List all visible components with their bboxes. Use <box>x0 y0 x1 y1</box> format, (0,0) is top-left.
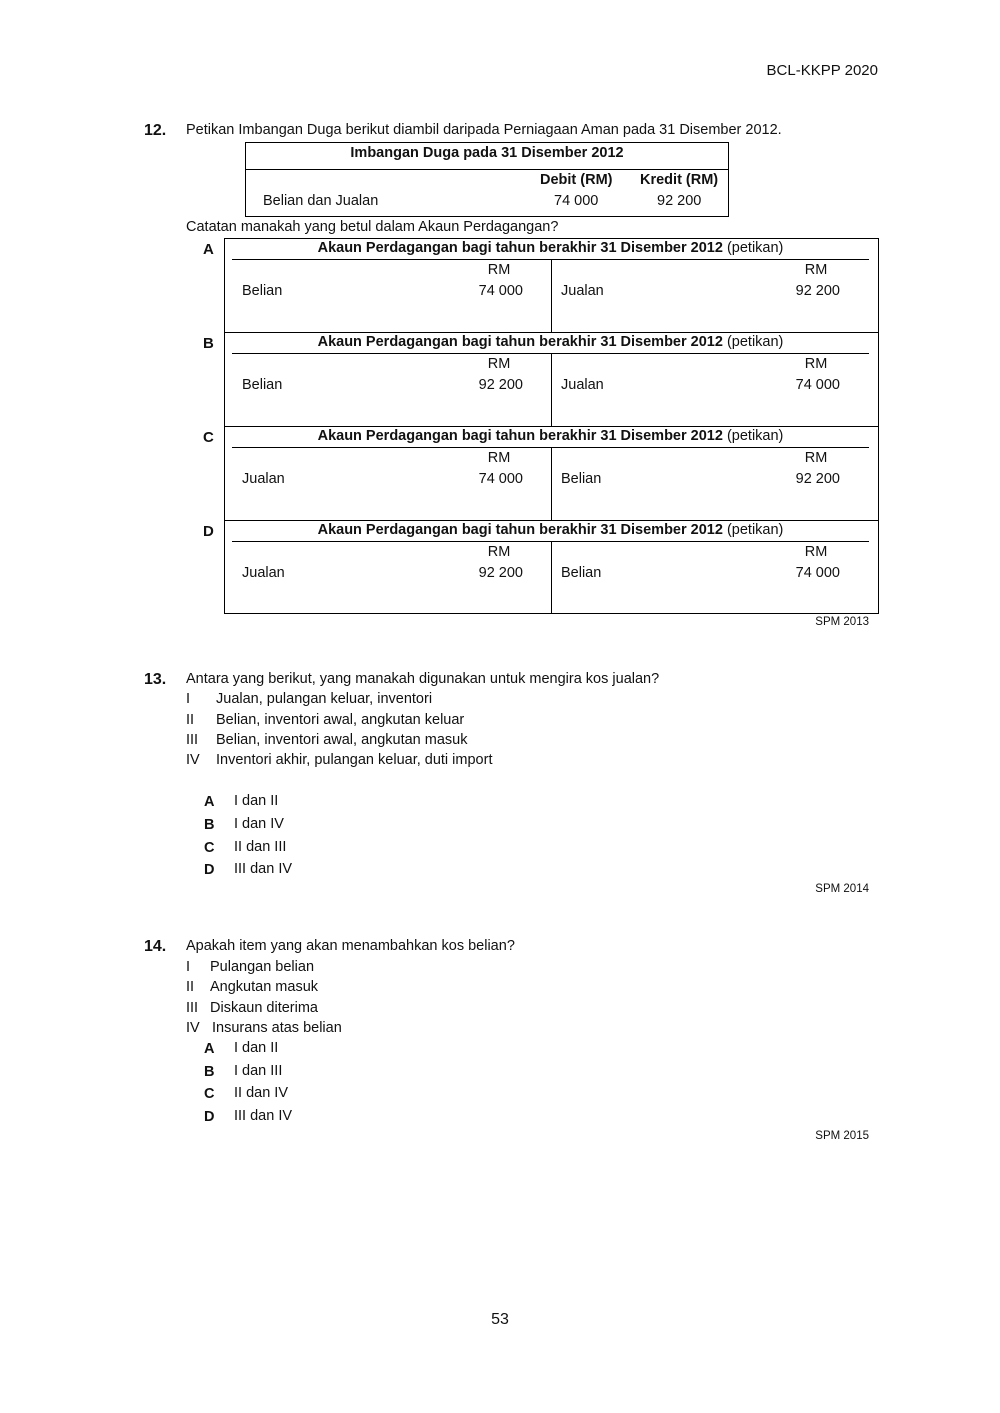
option-a-right-label: Jualan <box>561 283 604 299</box>
q14-item-roman: I <box>186 959 191 975</box>
q13-option-letter: B <box>204 817 215 833</box>
option-d-left-currency: RM <box>487 544 511 560</box>
option-separator <box>225 426 878 427</box>
q14-item-roman: III <box>186 1000 199 1016</box>
option-b-account-title: Akaun Perdagangan bagi tahun berakhir 31 Disember 2012 (petikan) <box>317 334 784 350</box>
option-d-right-currency: RM <box>804 544 828 560</box>
q14-option-text: I dan II <box>234 1040 279 1056</box>
q13-option-text: I dan IV <box>234 816 284 832</box>
debit-header: Debit (RM) <box>540 172 613 188</box>
q13-item-roman: IV <box>186 752 200 768</box>
option-a-left-amount: 74 000 <box>478 283 523 299</box>
question-12-number: 12. <box>144 122 167 139</box>
q14-option-text: III dan IV <box>234 1108 293 1124</box>
question-14-text: Apakah item yang akan menambahkan kos belian? <box>186 938 515 954</box>
option-b-right-amount: 74 000 <box>795 377 840 393</box>
question-14-source: SPM 2015 <box>815 1130 869 1142</box>
option-a-right-amount: 92 200 <box>795 283 840 299</box>
option-d-left-label: Jualan <box>242 565 285 581</box>
q14-item-text: Pulangan belian <box>210 959 315 975</box>
option-b-right-label: Jualan <box>561 377 604 393</box>
option-c-right-label: Belian <box>561 471 602 487</box>
q14-option-text: I dan III <box>234 1063 283 1079</box>
q13-item-roman: I <box>186 691 191 707</box>
document-code: BCL-KKPP 2020 <box>766 62 878 79</box>
question-12-source: SPM 2013 <box>815 616 869 628</box>
option-c-right-amount: 92 200 <box>795 471 840 487</box>
option-c-letter: C <box>203 429 214 446</box>
option-b-t-divider <box>551 353 552 426</box>
option-b-right-currency: RM <box>804 356 828 372</box>
option-separator <box>225 520 878 521</box>
option-a-left-currency: RM <box>487 262 511 278</box>
option-b-left-label: Belian <box>242 377 283 393</box>
option-c-t-divider <box>551 447 552 520</box>
q13-option-text: I dan II <box>234 793 279 809</box>
question-13-source: SPM 2014 <box>815 883 869 895</box>
q14-item-text: Angkutan masuk <box>210 979 319 995</box>
option-a-account-title: Akaun Perdagangan bagi tahun berakhir 31 Disember 2012 (petikan) <box>317 240 784 256</box>
kredit-header: Kredit (RM) <box>640 172 719 188</box>
question-12-prompt: Catatan manakah yang betul dalam Akaun Perdagangan? <box>186 219 559 235</box>
q13-option-text: III dan IV <box>234 861 293 877</box>
option-a-right-currency: RM <box>804 262 828 278</box>
page-number: 53 <box>491 1311 509 1328</box>
option-d-left-amount: 92 200 <box>478 565 523 581</box>
q13-option-letter: C <box>204 840 215 856</box>
option-d-account-title: Akaun Perdagangan bagi tahun berakhir 31 Disember 2012 (petikan) <box>317 522 784 538</box>
trial-balance-debit-value: 74 000 <box>554 193 599 209</box>
option-b-left-currency: RM <box>487 356 511 372</box>
q13-item-text: Belian, inventori awal, angkutan keluar <box>216 712 465 728</box>
option-c-account-title: Akaun Perdagangan bagi tahun berakhir 31 Disember 2012 (petikan) <box>317 428 784 444</box>
q13-item-roman: III <box>186 732 199 748</box>
q14-option-letter: A <box>204 1041 215 1057</box>
trial-balance-divider <box>246 169 728 170</box>
q14-item-roman: II <box>186 979 195 995</box>
q14-item-text: Insurans atas belian <box>212 1020 342 1036</box>
q14-option-text: II dan IV <box>234 1085 289 1101</box>
q14-option-letter: B <box>204 1064 215 1080</box>
q13-option-letter: D <box>204 862 215 878</box>
option-c-left-label: Jualan <box>242 471 285 487</box>
q14-item-text: Diskaun diterima <box>210 1000 318 1016</box>
q13-item-text: Inventori akhir, pulangan keluar, duti import <box>216 752 493 768</box>
question-12-text: Petikan Imbangan Duga berikut diambil daripada Perniagaan Aman pada 31 Disember 2012. <box>186 122 782 138</box>
option-separator <box>225 332 878 333</box>
option-a-t-divider <box>551 259 552 332</box>
option-c-left-currency: RM <box>487 450 511 466</box>
q13-item-text: Belian, inventori awal, angkutan masuk <box>216 732 468 748</box>
option-d-right-amount: 74 000 <box>795 565 840 581</box>
q14-option-letter: C <box>204 1086 215 1102</box>
option-b-letter: B <box>203 335 214 352</box>
q14-option-letter: D <box>204 1109 215 1125</box>
option-a-letter: A <box>203 241 214 258</box>
trial-balance-kredit-value: 92 200 <box>657 193 702 209</box>
question-14-number: 14. <box>144 938 167 955</box>
option-d-t-divider <box>551 541 552 614</box>
option-d-right-label: Belian <box>561 565 602 581</box>
q13-option-letter: A <box>204 794 215 810</box>
option-c-left-amount: 74 000 <box>478 471 523 487</box>
option-a-left-label: Belian <box>242 283 283 299</box>
option-d-letter: D <box>203 523 214 540</box>
option-b-left-amount: 92 200 <box>478 377 523 393</box>
question-13-text: Antara yang berikut, yang manakah digunakan untuk mengira kos jualan? <box>186 671 660 687</box>
q13-item-text: Jualan, pulangan keluar, inventori <box>216 691 433 707</box>
trial-balance-row-label: Belian dan Jualan <box>263 193 379 209</box>
option-c-right-currency: RM <box>804 450 828 466</box>
q14-item-roman: IV <box>186 1020 200 1036</box>
q13-item-roman: II <box>186 712 195 728</box>
question-13-number: 13. <box>144 671 167 688</box>
q13-option-text: II dan III <box>234 839 287 855</box>
trial-balance-title: Imbangan Duga pada 31 Disember 2012 <box>350 145 624 161</box>
